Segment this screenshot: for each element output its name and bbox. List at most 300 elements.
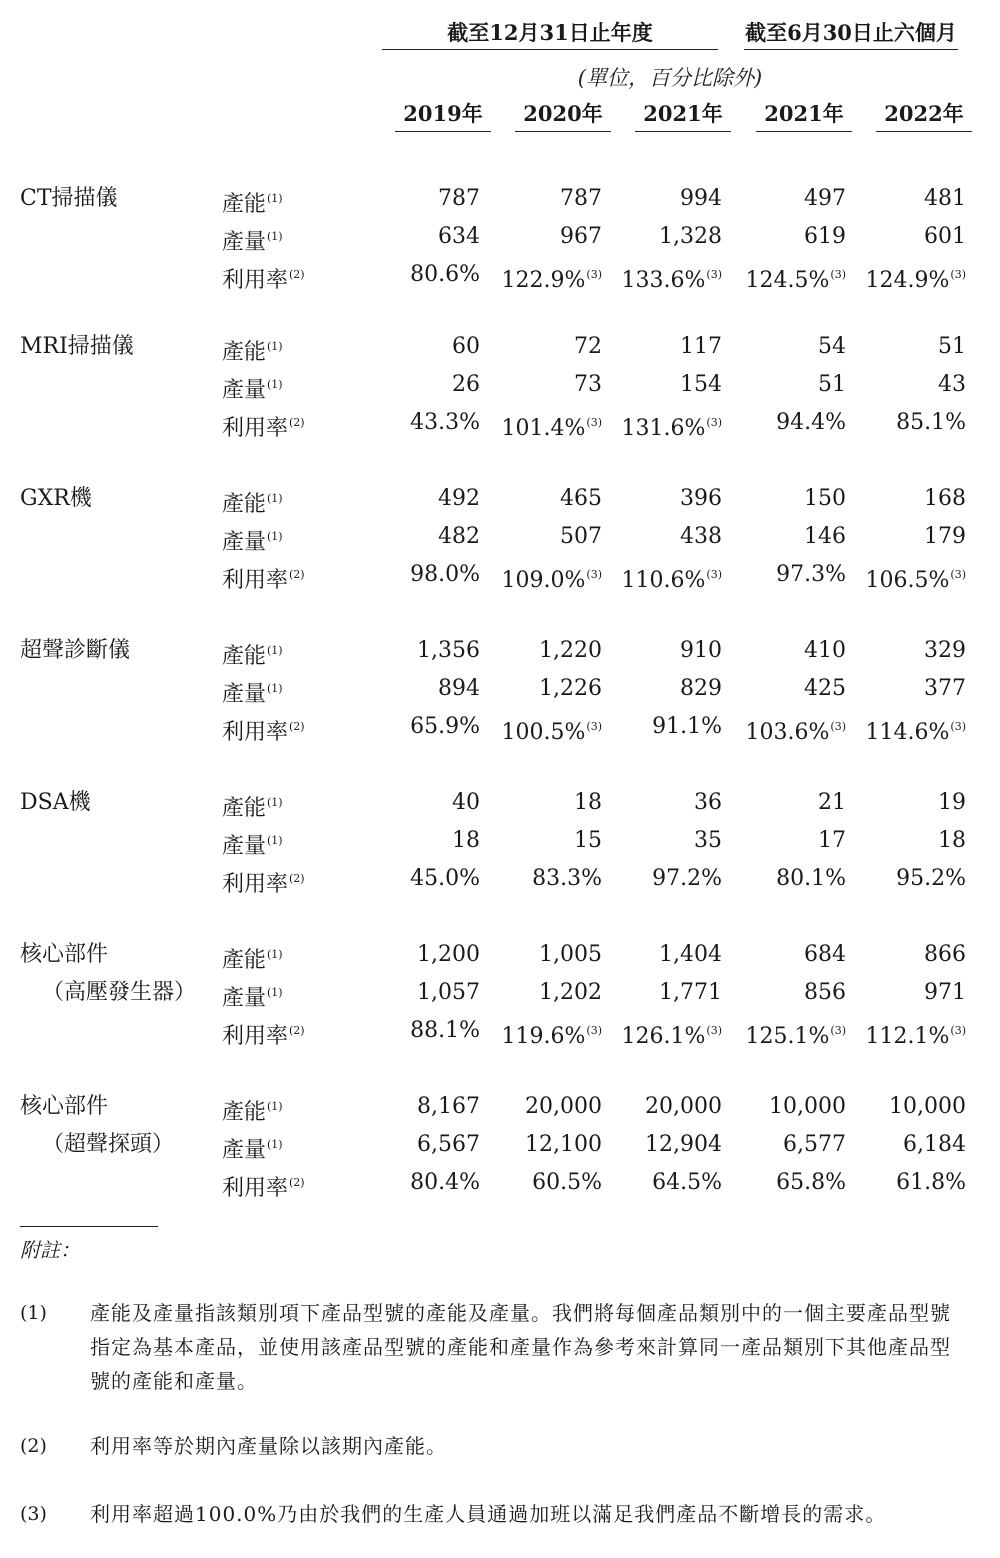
- category-label: [20, 484, 92, 514]
- output-value: 438: [680, 524, 722, 549]
- output-value-cell: [846, 522, 966, 552]
- utilization-value: 125.1%: [745, 1024, 830, 1049]
- utilization-value: 124.9%: [865, 268, 950, 293]
- note-marker: (2): [289, 872, 305, 885]
- note-marker: (1): [267, 682, 283, 695]
- note-marker: (1): [267, 230, 283, 243]
- note-marker: (2): [289, 1176, 305, 1189]
- capacity-value: 492: [438, 486, 480, 511]
- note-marker: (3): [706, 568, 722, 581]
- category-subname: （超聲探頭）: [42, 1132, 175, 1157]
- utilization-value: 43.3%: [410, 410, 480, 435]
- utilization-value-cell: [846, 560, 966, 596]
- capacity-value-cell: [846, 1092, 966, 1122]
- note-marker: (2): [289, 416, 305, 429]
- capacity-value: 787: [438, 186, 480, 211]
- capacity-value-cell: [846, 788, 966, 818]
- unit-note: (單位，百分比除外): [577, 66, 763, 90]
- utilization-value-cell: [602, 1168, 722, 1198]
- capacity-value-cell: [482, 184, 602, 214]
- note-marker: (3): [586, 416, 602, 429]
- capacity-value-cell: [360, 484, 480, 514]
- note-marker: (2): [289, 1024, 305, 1037]
- capacity-value-cell: [602, 1092, 722, 1122]
- six-month-period-header: 截至6月30日止六個月: [744, 18, 958, 48]
- output-value: 73: [574, 372, 602, 397]
- output-value-cell: [482, 222, 602, 252]
- output-label: [222, 222, 283, 258]
- category-name: DSA機: [20, 790, 91, 815]
- utilization-label-text: 利用率: [222, 1176, 289, 1201]
- output-label-text: 產量: [222, 378, 267, 403]
- capacity-value-cell: [482, 484, 602, 514]
- capacity-value: 10,000: [889, 1094, 966, 1119]
- capacity-label: [222, 788, 283, 824]
- utilization-value: 61.8%: [896, 1170, 966, 1195]
- utilization-value-cell: [360, 408, 480, 438]
- note-marker: (1): [267, 948, 283, 961]
- capacity-value-cell: [360, 940, 480, 970]
- capacity-value-cell: [726, 636, 846, 666]
- output-value: 601: [924, 224, 966, 249]
- capacity-value-cell: [602, 184, 722, 214]
- utilization-label-text: 利用率: [222, 568, 289, 593]
- note-marker: (1): [267, 1138, 283, 1151]
- capacity-label-text: 產能: [222, 340, 267, 365]
- output-value-cell: [846, 222, 966, 252]
- utilization-value-cell: [726, 1168, 846, 1198]
- output-label: [222, 826, 283, 862]
- category-label: [20, 940, 196, 1008]
- utilization-value-cell: [846, 864, 966, 894]
- capacity-value-cell: [602, 940, 722, 970]
- output-value-cell: [602, 522, 722, 552]
- note-marker: (3): [830, 1024, 846, 1037]
- output-value-cell: [726, 370, 846, 400]
- capacity-value-cell: [602, 332, 722, 362]
- output-label-text: 產量: [222, 834, 267, 859]
- output-value: 1,328: [659, 224, 722, 249]
- capacity-value: 20,000: [525, 1094, 602, 1119]
- output-value: 856: [804, 980, 846, 1005]
- footnote-title: 附註：: [20, 1238, 80, 1262]
- footnote-1-number: (1): [20, 1302, 47, 1324]
- output-value-cell: [846, 1130, 966, 1160]
- output-value: 6,577: [783, 1132, 846, 1157]
- category-name: 核心部件: [20, 942, 109, 967]
- utilization-label-text: 利用率: [222, 720, 289, 745]
- output-label: [222, 978, 283, 1014]
- category-name: 核心部件: [20, 1094, 109, 1119]
- utilization-value: 109.0%: [501, 568, 586, 593]
- utilization-value-cell: [482, 408, 602, 444]
- utilization-label: [222, 712, 305, 748]
- note-marker: (1): [267, 492, 283, 505]
- output-value-cell: [482, 1130, 602, 1160]
- utilization-value: 83.3%: [532, 866, 602, 891]
- capacity-value-cell: [726, 940, 846, 970]
- output-value: 507: [560, 524, 602, 549]
- utilization-value: 45.0%: [410, 866, 480, 891]
- capacity-value-cell: [360, 636, 480, 666]
- output-value-cell: [846, 978, 966, 1008]
- output-value-cell: [602, 222, 722, 252]
- capacity-value-cell: [360, 184, 480, 214]
- output-value-cell: [726, 1130, 846, 1160]
- capacity-value: 21: [818, 790, 846, 815]
- category-label: [20, 636, 130, 666]
- output-value: 1,771: [659, 980, 722, 1005]
- output-label-text: 產量: [222, 986, 267, 1011]
- utilization-value: 91.1%: [652, 714, 722, 739]
- output-value-cell: [602, 1130, 722, 1160]
- utilization-value-cell: [482, 864, 602, 894]
- note-marker: (1): [267, 986, 283, 999]
- utilization-value-cell: [482, 712, 602, 748]
- utilization-value: 80.1%: [776, 866, 846, 891]
- capacity-label: [222, 1092, 283, 1128]
- capacity-value: 910: [680, 638, 722, 663]
- footnote-1-text: 產能及產量指該類別項下產品型號的產能及產量。我們將每個產品類別中的一個主要產品型號指定為基本產品，並使用該產品型號的產能和產量作為參考來計算同一產品類別下其他產品型號的產能和產量。: [90, 1301, 951, 1393]
- capacity-value-cell: [602, 484, 722, 514]
- note-marker: (3): [586, 720, 602, 733]
- capacity-value-cell: [360, 1092, 480, 1122]
- capacity-value-cell: [726, 332, 846, 362]
- capacity-value: 481: [924, 186, 966, 211]
- output-value-cell: [726, 222, 846, 252]
- utilization-value: 112.1%: [865, 1024, 950, 1049]
- note-marker: (3): [586, 1024, 602, 1037]
- note-marker: (3): [706, 416, 722, 429]
- category-name: MRI掃描儀: [20, 334, 134, 359]
- category-name: GXR機: [20, 486, 92, 511]
- output-value-cell: [846, 674, 966, 704]
- output-value-cell: [360, 370, 480, 400]
- output-value-cell: [360, 222, 480, 252]
- capacity-value-cell: [726, 1092, 846, 1122]
- output-value-cell: [360, 978, 480, 1008]
- note-marker: (2): [289, 268, 305, 281]
- capacity-label-text: 產能: [222, 492, 267, 517]
- capacity-value-cell: [846, 940, 966, 970]
- output-value: 18: [938, 828, 966, 853]
- capacity-label-text: 產能: [222, 948, 267, 973]
- utilization-value-cell: [360, 1168, 480, 1198]
- capacity-value: 36: [694, 790, 722, 815]
- note-marker: (3): [706, 1024, 722, 1037]
- utilization-value-cell: [602, 864, 722, 894]
- note-marker: (3): [830, 720, 846, 733]
- output-value-cell: [360, 826, 480, 856]
- capacity-value-cell: [726, 788, 846, 818]
- utilization-value-cell: [360, 712, 480, 742]
- output-value-cell: [360, 522, 480, 552]
- utilization-value-cell: [726, 864, 846, 894]
- note-marker: (1): [267, 834, 283, 847]
- capacity-value: 8,167: [417, 1094, 480, 1119]
- utilization-value: 85.1%: [896, 410, 966, 435]
- output-label: [222, 1130, 283, 1166]
- capacity-value: 117: [680, 334, 722, 359]
- capacity-value-cell: [360, 788, 480, 818]
- capacity-value-cell: [726, 184, 846, 214]
- capacity-value-cell: [602, 636, 722, 666]
- utilization-value-cell: [846, 712, 966, 748]
- capacity-value: 20,000: [645, 1094, 722, 1119]
- utilization-value: 65.8%: [776, 1170, 846, 1195]
- output-value: 15: [574, 828, 602, 853]
- utilization-value: 65.9%: [410, 714, 480, 739]
- year-header-2021-h1: 2021年: [756, 98, 852, 130]
- output-value: 18: [452, 828, 480, 853]
- utilization-value: 95.2%: [896, 866, 966, 891]
- output-label: [222, 674, 283, 710]
- category-name: 超聲診斷儀: [20, 638, 131, 663]
- utilization-value: 124.5%: [745, 268, 830, 293]
- utilization-value: 88.1%: [410, 1018, 480, 1043]
- capacity-label: [222, 332, 283, 368]
- utilization-value: 126.1%: [621, 1024, 706, 1049]
- utilization-value-cell: [602, 712, 722, 742]
- capacity-value: 40: [452, 790, 480, 815]
- capacity-value: 1,220: [539, 638, 602, 663]
- capacity-value: 54: [818, 334, 846, 359]
- output-value: 6,184: [903, 1132, 966, 1157]
- output-value: 967: [560, 224, 602, 249]
- note-marker: (3): [586, 268, 602, 281]
- output-value-cell: [360, 1130, 480, 1160]
- capacity-value-cell: [482, 940, 602, 970]
- capacity-label: [222, 940, 283, 976]
- year-header-2020: 2020年: [515, 98, 611, 130]
- utilization-label: [222, 560, 305, 596]
- note-marker: (2): [289, 568, 305, 581]
- utilization-value: 110.6%: [621, 568, 706, 593]
- utilization-value-cell: [602, 408, 722, 444]
- year-header-2021: 2021年: [635, 98, 731, 130]
- output-value-cell: [726, 826, 846, 856]
- capacity-value: 994: [680, 186, 722, 211]
- output-value-cell: [846, 826, 966, 856]
- output-value-cell: [726, 674, 846, 704]
- utilization-value-cell: [726, 712, 846, 748]
- utilization-label-text: 利用率: [222, 416, 289, 441]
- category-label: [20, 1092, 174, 1160]
- capacity-value: 18: [574, 790, 602, 815]
- output-label-text: 產量: [222, 682, 267, 707]
- note-marker: (3): [830, 268, 846, 281]
- output-value: 146: [804, 524, 846, 549]
- note-marker: (3): [706, 268, 722, 281]
- capacity-value: 866: [924, 942, 966, 967]
- utilization-label: [222, 260, 305, 296]
- output-value: 43: [938, 372, 966, 397]
- output-value: 1,057: [417, 980, 480, 1005]
- utilization-value-cell: [726, 408, 846, 438]
- output-label-text: 產量: [222, 230, 267, 255]
- utilization-value: 80.6%: [410, 262, 480, 287]
- utilization-value-cell: [846, 1016, 966, 1052]
- utilization-value-cell: [482, 260, 602, 296]
- utilization-value: 133.6%: [621, 268, 706, 293]
- note-marker: (2): [289, 720, 305, 733]
- utilization-value: 101.4%: [501, 416, 586, 441]
- capacity-value-cell: [482, 332, 602, 362]
- note-marker: (1): [267, 192, 283, 205]
- output-value: 634: [438, 224, 480, 249]
- utilization-value-cell: [482, 560, 602, 596]
- utilization-value-cell: [726, 560, 846, 590]
- capacity-value-cell: [360, 332, 480, 362]
- capacity-value: 168: [924, 486, 966, 511]
- note-marker: (1): [267, 796, 283, 809]
- output-value-cell: [726, 522, 846, 552]
- output-value: 894: [438, 676, 480, 701]
- utilization-value: 98.0%: [410, 562, 480, 587]
- utilization-value-cell: [846, 408, 966, 438]
- capacity-value: 497: [804, 186, 846, 211]
- capacity-value-cell: [482, 636, 602, 666]
- output-value-cell: [602, 674, 722, 704]
- output-value: 179: [924, 524, 966, 549]
- utilization-value-cell: [360, 864, 480, 894]
- utilization-value-cell: [602, 1016, 722, 1052]
- capacity-label-text: 產能: [222, 796, 267, 821]
- output-value-cell: [482, 522, 602, 552]
- output-value-cell: [602, 370, 722, 400]
- utilization-label: [222, 408, 305, 444]
- output-value-cell: [726, 978, 846, 1008]
- output-label-text: 產量: [222, 1138, 267, 1163]
- utilization-value-cell: [602, 260, 722, 296]
- output-value: 425: [804, 676, 846, 701]
- utilization-label-text: 利用率: [222, 872, 289, 897]
- capacity-label: [222, 636, 283, 672]
- output-value: 829: [680, 676, 722, 701]
- output-value-cell: [482, 826, 602, 856]
- capacity-label-text: 產能: [222, 1100, 267, 1125]
- utilization-value: 97.3%: [776, 562, 846, 587]
- capacity-value: 1,356: [417, 638, 480, 663]
- output-value: 6,567: [417, 1132, 480, 1157]
- note-marker: (3): [950, 268, 966, 281]
- footnote-3-text: 利用率超過100.0%乃由於我們的生產人員通過加班以滿足我們產品不斷增長的需求。: [90, 1502, 887, 1526]
- capacity-value: 396: [680, 486, 722, 511]
- category-name: CT掃描儀: [20, 186, 118, 211]
- utilization-value-cell: [846, 260, 966, 296]
- utilization-value-cell: [360, 260, 480, 290]
- capacity-label: [222, 184, 283, 220]
- output-value-cell: [360, 674, 480, 704]
- utilization-value: 114.6%: [865, 720, 950, 745]
- footnote-2-number: (2): [20, 1435, 47, 1457]
- output-label: [222, 370, 283, 406]
- output-value-cell: [602, 826, 722, 856]
- capacity-value: 60: [452, 334, 480, 359]
- capacity-value-cell: [726, 484, 846, 514]
- annual-period-header: 截至12月31日止年度: [382, 18, 718, 48]
- capacity-value-cell: [846, 332, 966, 362]
- output-value: 51: [818, 372, 846, 397]
- utilization-value: 64.5%: [652, 1170, 722, 1195]
- utilization-value-cell: [482, 1168, 602, 1198]
- note-marker: (1): [267, 1100, 283, 1113]
- note-marker: (3): [950, 568, 966, 581]
- capacity-value: 787: [560, 186, 602, 211]
- utilization-value: 119.6%: [501, 1024, 586, 1049]
- output-value: 12,904: [645, 1132, 722, 1157]
- utilization-value-cell: [360, 560, 480, 590]
- output-label: [222, 522, 283, 558]
- capacity-value: 150: [804, 486, 846, 511]
- output-value: 971: [924, 980, 966, 1005]
- output-value: 1,226: [539, 676, 602, 701]
- year-header-2019: 2019年: [395, 98, 491, 130]
- output-value-cell: [602, 978, 722, 1008]
- capacity-value-cell: [602, 788, 722, 818]
- utilization-value: 94.4%: [776, 410, 846, 435]
- capacity-value: 1,404: [659, 942, 722, 967]
- output-value: 154: [680, 372, 722, 397]
- capacity-label-text: 產能: [222, 644, 267, 669]
- utilization-value: 106.5%: [865, 568, 950, 593]
- output-value: 377: [924, 676, 966, 701]
- utilization-value: 60.5%: [532, 1170, 602, 1195]
- output-value-cell: [846, 370, 966, 400]
- footnote-2-text: 利用率等於期內產量除以該期內產能。: [90, 1434, 447, 1458]
- utilization-label-text: 利用率: [222, 268, 289, 293]
- output-value-cell: [482, 674, 602, 704]
- category-subname: （高壓發生器）: [42, 980, 197, 1005]
- capacity-value: 410: [804, 638, 846, 663]
- capacity-value-cell: [482, 788, 602, 818]
- capacity-label: [222, 484, 283, 520]
- note-marker: (1): [267, 378, 283, 391]
- note-marker: (3): [586, 568, 602, 581]
- output-value: 17: [818, 828, 846, 853]
- capacity-value-cell: [482, 1092, 602, 1122]
- utilization-value: 131.6%: [621, 416, 706, 441]
- capacity-label-text: 產能: [222, 192, 267, 217]
- utilization-label-text: 利用率: [222, 1024, 289, 1049]
- note-marker: (1): [267, 644, 283, 657]
- utilization-value: 97.2%: [652, 866, 722, 891]
- output-value: 482: [438, 524, 480, 549]
- utilization-value: 80.4%: [410, 1170, 480, 1195]
- note-marker: (1): [267, 340, 283, 353]
- footnote-divider: [20, 1226, 158, 1227]
- output-value: 619: [804, 224, 846, 249]
- utilization-value-cell: [482, 1016, 602, 1052]
- note-marker: (1): [267, 530, 283, 543]
- utilization-label: [222, 1168, 305, 1204]
- year-header-2022-h1: 2022年: [876, 98, 972, 130]
- footnote-3-number: (3): [20, 1503, 47, 1525]
- capacity-value: 1,005: [539, 942, 602, 967]
- capacity-value: 51: [938, 334, 966, 359]
- category-label: [20, 788, 91, 818]
- capacity-value-cell: [846, 636, 966, 666]
- utilization-value-cell: [360, 1016, 480, 1046]
- category-label: [20, 184, 118, 214]
- capacity-value: 465: [560, 486, 602, 511]
- output-value: 1,202: [539, 980, 602, 1005]
- note-marker: (3): [950, 1024, 966, 1037]
- capacity-value: 1,200: [417, 942, 480, 967]
- capacity-value-cell: [846, 184, 966, 214]
- capacity-value: 19: [938, 790, 966, 815]
- output-value-cell: [482, 978, 602, 1008]
